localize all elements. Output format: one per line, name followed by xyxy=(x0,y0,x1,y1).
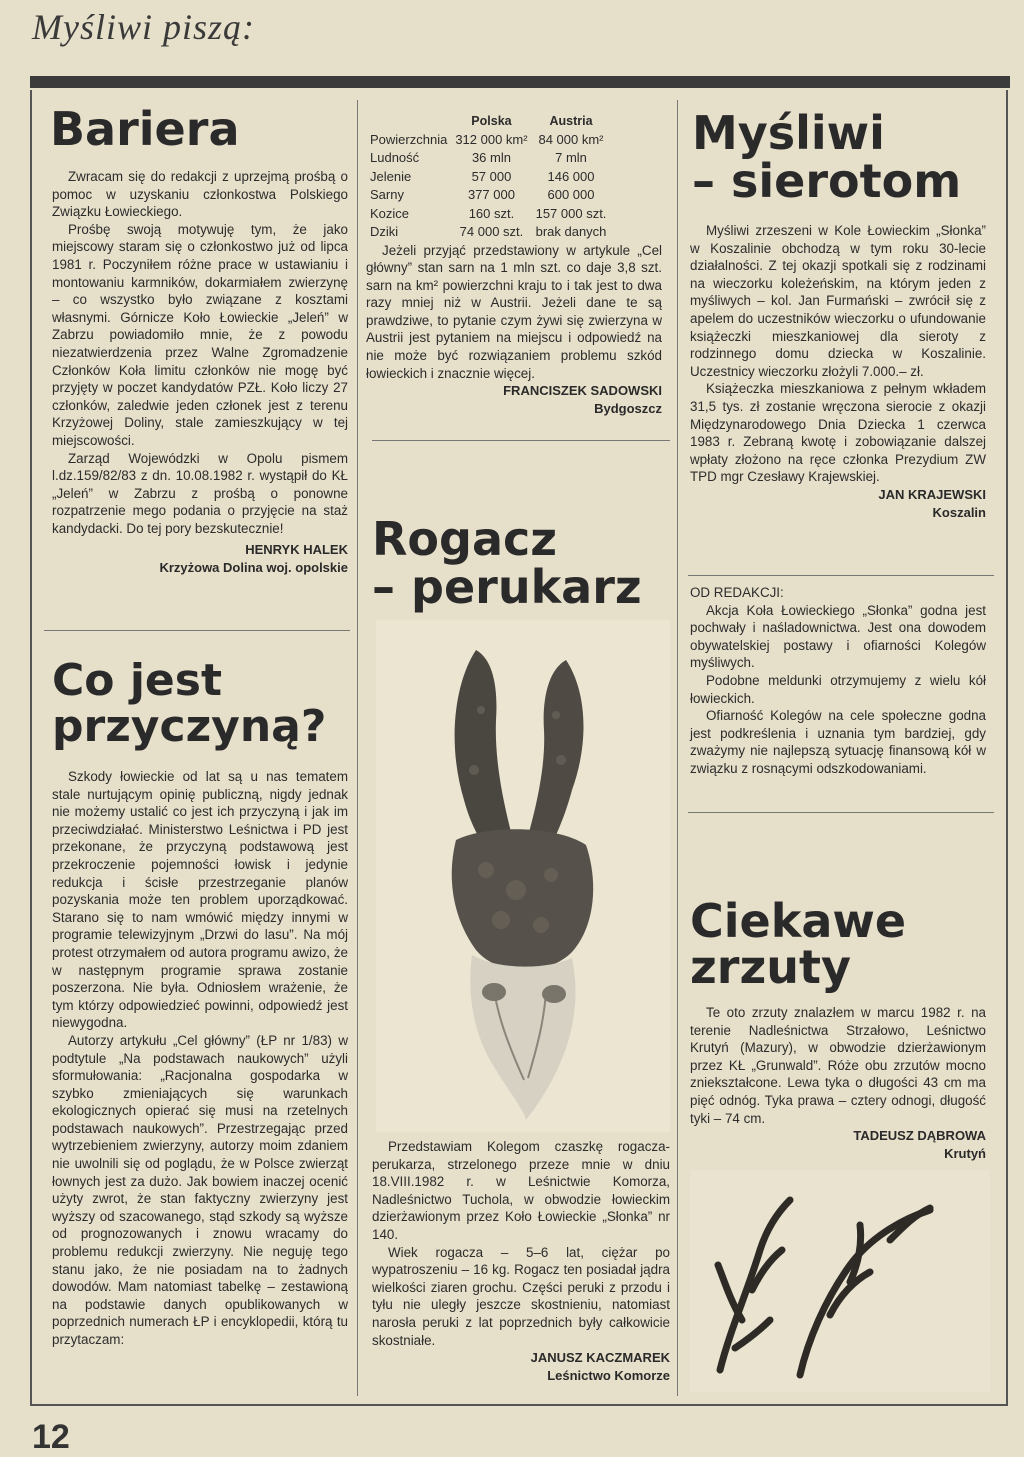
mysliwi-author: JAN KRAJEWSKI xyxy=(878,486,986,502)
rogacz-author: JANUSZ KACZMAREK xyxy=(530,1350,670,1366)
co-jest-paragraph: Szkody łowieckie od lat są u nas tematem stale nurtującym opinię publiczną, nigdy jednak nie możemy ustalić co jest ich przyczyną i jak im przeciwdziałać. Ministerstwo Leśnictwa i PD jest przekonane, że przyczyną podstawową jest przekroczenie pojemności łowisk i jedynie redukcja i ścisłe przestrzeganie planów pozyskania może ten problem uporządkować. Starano się to nam wmówić między innymi w programie telewizyjnym „Drzwi do lasu”. Na mój protest otrzymałem od autora programu awizo, że w następnym programie sprawa zostanie poszerzona. Nie była. Odniosłem wrażenie, że tym którzy odpowiedzieć powinni, odpowiedź jest niewygodna. xyxy=(52,769,348,1031)
od-redakcji-paragraph: Podobne meldunki otrzymujemy z wielu kół łowieckich. xyxy=(690,672,986,706)
ciekawe-title-line1: Ciekawe xyxy=(690,894,907,948)
page-number: 12 xyxy=(32,1418,70,1456)
table-cell: 600 000 xyxy=(547,187,595,202)
table-cell: Dziki xyxy=(370,224,399,239)
comparison-table xyxy=(366,112,610,242)
mysliwi-paragraph: Myśliwi zrzeszeni w Kole Łowieckim „Słonka” w Koszalinie obchodzą w tym roku 30-lecie działalności. Z tej okazji spotkali się z rodzinami na wieczorku koleżeńskim, na którym jeden z myśliwych – kol. Jan Furmański – zwrócił się z apelem do uczestników wieczorku o ufundowanie książeczki mieszkaniowej dla sieroty z rodzinnego domu dziecka w Koszalinie. Uczestnicy wieczorku złożyli 7.000.– zł. xyxy=(690,223,986,379)
skull-photo-svg xyxy=(376,620,670,1132)
table-cell: brak danych xyxy=(535,224,607,239)
ciekawe-title-line2: zrzuty xyxy=(690,940,851,994)
co-jest-body xyxy=(52,768,348,1349)
rogacz-paragraph: Wiek rogacza – 5–6 lat, ciężar po wypatroszeniu – 16 kg. Rogacz ten posiadał jądra wielkości ziaren grochu. Części peruki z przodu i tyłu nie uległy jeszcze skostnieniu, natomiast narosła peruki z lat poprzednich były całkowicie skostniałe. xyxy=(372,1244,670,1348)
bariera-paragraph: Zwracam się do redakcji z uprzejmą prośbą o pomoc w uzyskaniu członkostwa Polskiego Związku Łowieckiego. xyxy=(52,169,348,220)
od-redakcji xyxy=(690,584,986,778)
section-title: Myśliwi piszą: xyxy=(32,7,256,47)
mysliwi-paragraph: Książeczka mieszkaniowa z pełnym wkładem 31,5 tys. zł zostanie wręczona sierocie z okazji Międzynarodowego Dnia Dziecka 1 czerwca 1983 r. Zebraną kwotę i zobowiązanie dalszej wpłaty złożono na ręce członka Prezydium ZW TPD mgr Czesławy Krajewskiej. xyxy=(690,381,986,485)
table-row xyxy=(366,149,610,168)
bariera-author: HENRYK HALEK xyxy=(245,542,348,558)
rogacz-location: Leśnictwo Komorze xyxy=(547,1368,670,1384)
divider-col3-a xyxy=(688,575,994,576)
header-rule xyxy=(30,76,1010,88)
antlers-photo-svg xyxy=(690,1170,990,1392)
table-header: Polska xyxy=(471,114,512,128)
table-header-row xyxy=(366,112,610,131)
table-header: Austria xyxy=(549,114,593,128)
table-row xyxy=(366,131,610,150)
skull-photo xyxy=(376,620,670,1132)
table-cell: 36 mln xyxy=(471,150,511,165)
od-redakcji-paragraph: Akcja Koła Łowieckiego „Słonka” godna jest pochwały i naśladownictwa. Jest ona dowodem obywatelskiej postawy i ofiarności Kolegów myśliwych. xyxy=(690,602,986,671)
table-cell: 157 000 szt. xyxy=(535,205,607,221)
comparison-table-wrap xyxy=(366,112,672,418)
rogacz-body xyxy=(372,1138,670,1385)
co-jest-location: Bydgoszcz xyxy=(594,401,662,417)
co-jest-author: FRANCISZEK SADOWSKI xyxy=(503,383,662,399)
bariera-body xyxy=(52,168,348,577)
rogacz-title-line2: – perukarz xyxy=(372,560,642,614)
ciekawe-paragraph: Te oto zrzuty znalazłem w marcu 1982 r. na terenie Nadleśnictwa Strzałowo, Leśnictwo Krutyń (Mazury), w obwodzie dzierżawionym przez KŁ „Grunwald”. Róże obu zrzutów mocno zniekształcone. Lewa tyka o długości 43 cm ma pięć odnóg. Tyka prawa – cztery odnogi, długość tyki – 74 cm. xyxy=(690,1005,986,1126)
ciekawe-location: Krutyń xyxy=(944,1146,986,1162)
table-cell: Powierzchnia xyxy=(370,131,448,147)
column-divider-left xyxy=(357,100,358,1396)
co-jest-title-line1: Co jest xyxy=(52,655,222,706)
co-jest-continuation: Jeżeli przyjąć przedstawiony w artykule „Cel główny” stan sarn na 1 mln szt. co daje 3,8 szt. sarn na km² powierzchni kraju to i tak jest to dwa razy mniej niż w Austrii. Jeżeli dane te są prawdziwe, to pytanie czym żywi się zwierzyna w Austrii jest pytaniem na miejscu i odpowiedź na nie może być rozwiązaniem problemu szkód łowieckich i znacznie więcej. xyxy=(366,242,662,381)
rogacz-title-line1: Rogacz xyxy=(372,512,558,566)
table-row xyxy=(366,186,610,205)
table-row xyxy=(366,205,610,224)
antlers-photo xyxy=(690,1170,990,1392)
mysliwi-body xyxy=(690,222,986,522)
od-redakcji-heading: OD REDAKCJI: xyxy=(690,585,784,600)
table-cell: 160 szt. xyxy=(468,205,515,221)
od-redakcji-paragraph: Ofiarność Kolegów na cele społeczne godna jest podkreślenia i uznania tym bardziej, gdy zważymy nie najlepszą sytuację finansową kół w związku z rosnącymi odszkodowaniami. xyxy=(690,708,986,776)
table-cell: 7 mln xyxy=(555,150,587,165)
mysliwi-location: Koszalin xyxy=(932,504,986,520)
ciekawe-author: TADEUSZ DĄBROWA xyxy=(853,1128,986,1144)
table-cell: 146 000 xyxy=(547,168,595,184)
mysliwi-title-line1: Myśliwi xyxy=(692,106,885,160)
co-jest-title-line2: przyczyną? xyxy=(52,701,327,752)
table-cell: Ludność xyxy=(370,150,420,165)
bariera-paragraph: Zarząd Wojewódzki w Opolu pismem l.dz.159/82/83 z dn. 10.08.1982 r. wystąpił do KŁ „Jeleń” w Zabrzu z prośbą o ponowne rozpatrzenie mego podania o przyjęcie na staż kandydacki. Do tej pory bezskutecznie! xyxy=(52,450,348,536)
table-cell: 377 000 xyxy=(467,187,515,202)
bariera-title: Bariera xyxy=(50,102,240,156)
bariera-location: Krzyżowa Dolina woj. opolskie xyxy=(159,560,348,576)
divider-col1 xyxy=(44,630,350,631)
ciekawe-body xyxy=(690,1004,986,1163)
table-cell: 74 000 szt. xyxy=(459,224,524,239)
table-row xyxy=(366,223,610,242)
table-cell: 57 000 xyxy=(471,168,512,184)
table-cell: 84 000 km² xyxy=(538,131,604,147)
table-row xyxy=(366,168,610,187)
divider-col3-b xyxy=(688,812,994,813)
table-cell: 312 000 km² xyxy=(455,131,528,147)
column-divider-right xyxy=(677,100,678,1396)
co-jest-paragraph: Autorzy artykułu „Cel główny” (ŁP nr 1/83) w podtytule „Na podstawach naukowych” użyli sformułowania: „Racjonalna gospodarka w szybko zmieniających się warunkach ekologicznych opierać się musi na rzetelnych podstawach naukowych”. Przestrzegając przed wytrzebieniem zwierzyny, autorzy moim zdaniem nie uwolnili się od poglądu, że w Polsce zwierząt łownych jest za dużo. Jak bowiem inaczej ocenić użyty zwrot, że stan faktyczny zwierzyny jest wyższy od szacowanego, stąd szkody są wyższe od prognozowanych i znowu wracamy do problemu redukcji zwierzyny. Nie neguję tego stanu jako, że nie posiadam na to żadnych dowodów. Mam natomiast tabelkę – zestawioną na podstawie danych opublikowanych w poprzednich numerach ŁP i encyklopedii, którą tu przytaczam: xyxy=(52,1032,348,1347)
rogacz-paragraph: Przedstawiam Kolegom czaszkę rogacza-perukarza, strzelonego przeze mnie w dniu 18.VIII.1982 r. w Leśnictwie Komorza, Nadleśnictwo Tuchola, w obwodzie łowieckim dzierżawionym przez Koło Łowieckie „Słonka” nr 140. xyxy=(372,1139,670,1242)
mysliwi-title-line2: – sierotom xyxy=(692,154,962,208)
table-header xyxy=(366,112,451,131)
table-cell: Sarny xyxy=(370,187,404,202)
divider-col2 xyxy=(372,440,670,441)
bariera-paragraph: Prośbę swoją motywuję tym, że jako miejscowy staram się o członkostwo już od lipca 1981 r. Poczyniłem różne prace w ustawianiu i montowaniu karmników, dokarmiałem zwierzynę – co wszystko było związane z kosztami własnymi. Górnicze Koło Łowieckie „Jeleń” w Zabrzu powiadomiło mnie, że z powodu niezatwierdzenia przez Walne Zgromadzenie Członków Koła limitu członków nie mogę być przyjęty w poczet kandydatów PZŁ. Koło liczy 27 członków, zaledwie jeden członek jest z terenu Krzyżowej Doliny, stale zamieszkujący w tej miejscowości. xyxy=(52,221,348,448)
table-cell: Kozice xyxy=(370,205,410,221)
table-cell: Jelenie xyxy=(370,168,412,184)
